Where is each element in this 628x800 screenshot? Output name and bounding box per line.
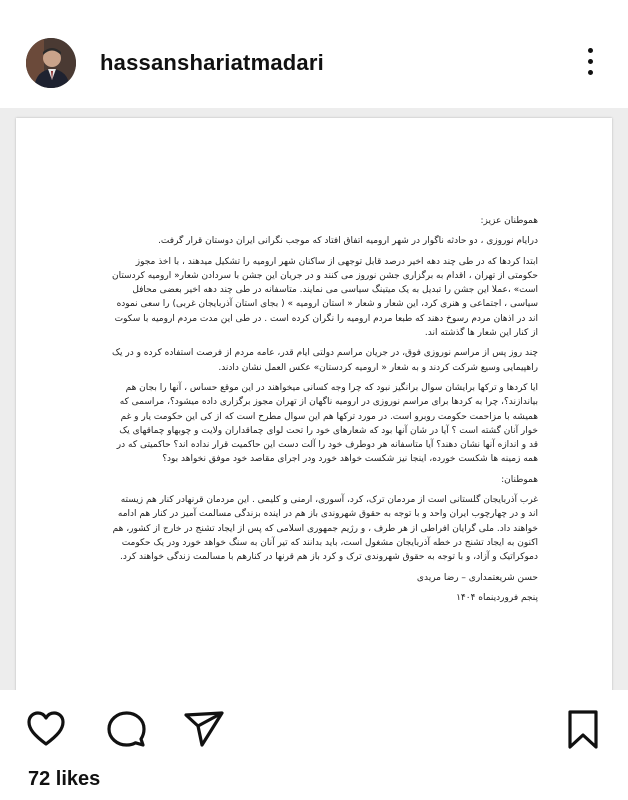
username[interactable]: hassanshariatmadari: [100, 50, 324, 75]
likes-count[interactable]: 72 likes: [28, 768, 101, 790]
letter-paragraph-2: ابتدا کردها که در طی چند دهه اخیر درصد قابل توجهی از ساکنان شهر ارومیه را تشکیل میدهند ، با اخذ مجوز حکومتی از تهران ، اقدام به برگزاری جشن نوروز می کنند و در جریان این جشن با سردادن شعار« ارومیه کردستان است» ،عملا این جشن را تبدیل به یک میتینگ سیاسی می نمایند. متاسفانه در طی چند دهه اخیر بعضی محافل سیاسی ، اجتماعی و هنری کرد، این شعار و شعار « استان ارومیه » ( بجای استان آذربایجان غربی) را سعی نموده اند در اذهان مردم رسوخ دهند که طبعا مردم ارومیه را نگران کرده است . در طی این مدت مردم ارومیه با سکوت از کنار این شعار ها گذشته اند.: [111, 256, 538, 339]
letter-greeting-2: هموطنان:: [501, 474, 538, 485]
letter-document: [16, 118, 612, 690]
bookmark-icon[interactable]: [562, 707, 606, 751]
share-icon[interactable]: [182, 707, 226, 751]
letter-paragraph-3: چند روز پس از مراسم نوروزی فوق، در جریان مراسم دولتی ایام قدر، عامه مردم از فرصت استفاده کرده و در یک راهپیمایی وسیع شرکت کردند و به شعار « ارومیه کردستان» عکس العمل نشان دادند.: [111, 348, 538, 373]
more-options-icon[interactable]: [584, 48, 596, 80]
letter-paragraph-1: درایام نوروزی ، دو حادثه ناگوار در شهر ارومیه اتفاق افتاد که موجب نگرانی ایران دوستان قرار گرفت.: [158, 236, 538, 247]
letter-signature: حسن شریعتمداری – رضا مریدی: [416, 572, 538, 583]
letter-paragraph-5: غرب آذربایجان گلستانی است از مردمان ترک، کرد، آسوری، ارمنی و کلیمی . این مردمان قرنهادر کنار هم زیسته اند و در چهارچوب ایران واحد و با توجه به حقوق شهروندی باز هم در اینده بزندگی مسالمت آمیز در کنار هم ادامه خواهند داد. ملی گرایان افراطی از هر طرف ، و رژیم جمهوری اسلامی که پس از ایجاد تشنج در خارج از کشور، هم اکنون به ایجاد تشنج در خطه آذربایجان مشغول است، باید بدانند که تیر آنان به سنگ خواهد خورد ودر یک حکومت دموکراتیک و آزاد، و با توجه به حقوق شهروندی ترک و کرد باز هم قرنها در کنارهم با مسالمت زندگی خواهند کرد.: [112, 495, 538, 563]
letter-greeting: هموطنان عزیز:: [480, 216, 538, 226]
post-image: [0, 108, 628, 690]
letter-paragraph-4: ایا کردها و ترکها برایشان سوال برانگیز نبود که چرا وجه کسانی میخواهند در این موقع حساس ، آنها را بجان هم بیاندازند؟، چرا به کردها برای مراسم نوروزی در ارومیه ناگهان از تهران مجوز برگزاری داده میشود؟، مراسمی که همیشه با مزاحمت حکومت روبرو است. در مورد ترکها هم این سوال مطرح است که از کی این حکومت یار و غم خوار آنان گشته است ؟ آیا در شان آنها بود که شعارهای خود را تحت لوای چماقداران ولایت و چوبهاو چماقهای یک قد و اندازه آنها نشان دهند؟ آیا متاسفانه هر دوطرف خود را آلت دست این حاکمیت قرار نداده اند؟ حاکمیتی که در همه زمینه ها شکست خورده، اینجا نیز شکست خواهد خورد ودر اجرای مقاصد خود موفق نخواهد بود؟: [116, 382, 538, 465]
action-bar: [0, 695, 628, 765]
letter-text: [110, 214, 538, 611]
letter-date: پنجم فروردینماه ۱۴۰۴: [456, 592, 538, 603]
comment-icon[interactable]: [104, 707, 148, 751]
heart-icon[interactable]: [24, 707, 68, 751]
avatar[interactable]: [26, 38, 76, 88]
post-header: [0, 0, 628, 105]
